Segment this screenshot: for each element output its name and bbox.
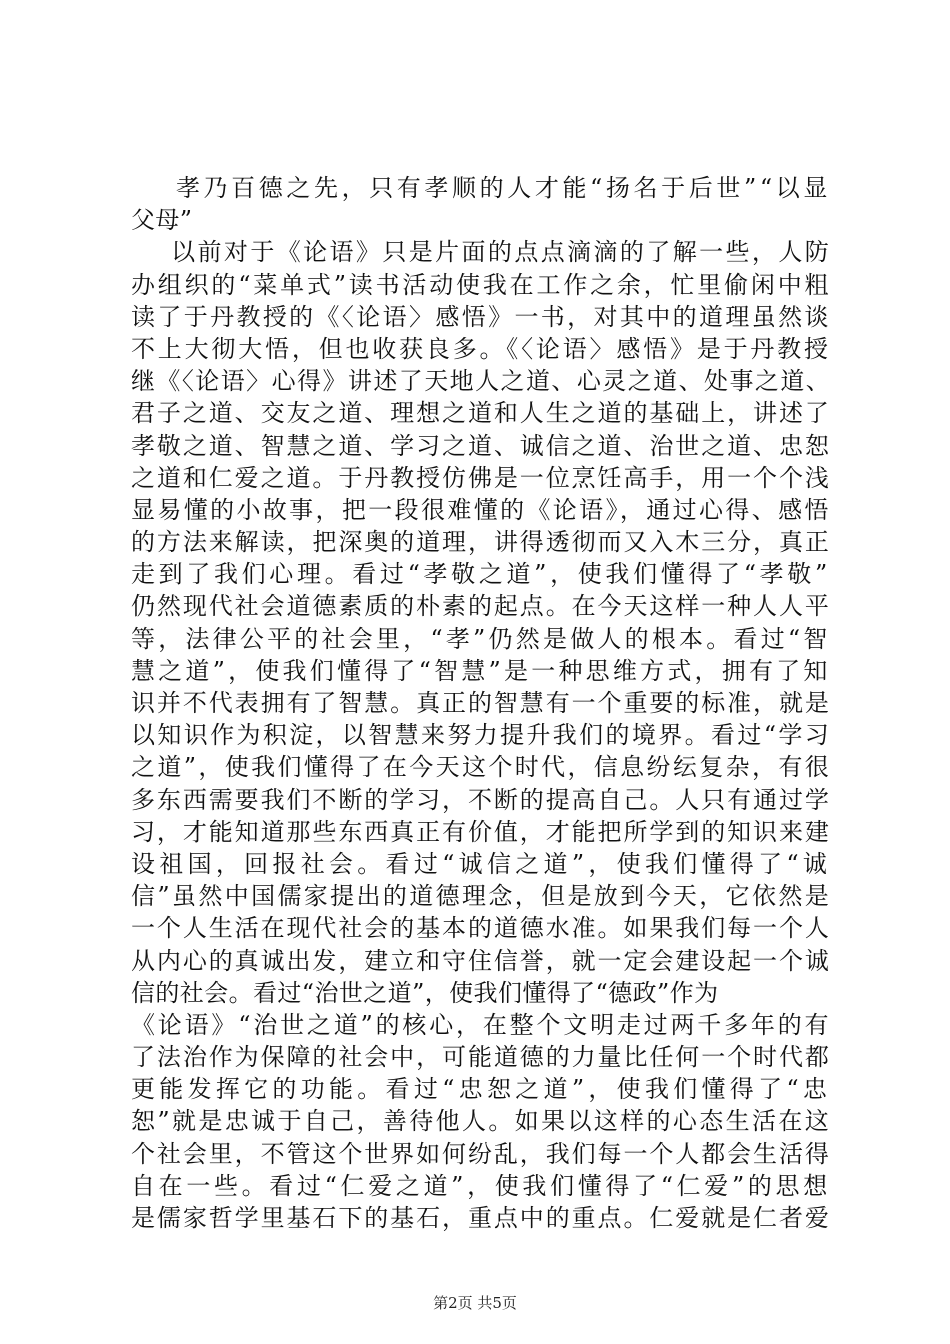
text-line: 一个人生活在现代社会的基本的道德水准。如果我们每一个人 (131, 914, 831, 943)
text-line: 习，才能知道那些东西真正有价值，才能把所学到的知识来建 (131, 817, 831, 846)
text-line: 的方法来解读，把深奥的道理，讲得透彻而又入木三分，真正 (131, 528, 831, 557)
text-line: 走到了我们心理。看过“孝敬之道”，使我们懂得了“孝敬” (131, 560, 831, 589)
text-line: 《论语》“治世之道”的核心，在整个文明走过两千多年的有 (131, 1010, 832, 1039)
text-line: 信”虽然中国儒家提出的道德理念，但是放到今天，它依然是 (131, 882, 832, 911)
text-line: 父母” (131, 206, 193, 235)
text-line: 慧之道”，使我们懂得了“智慧”是一种思维方式，拥有了知 (131, 656, 831, 685)
text-line: 仍然现代社会道德素质的朴素的起点。在今天这样一种人人平 (131, 592, 831, 621)
text-line: 不上大彻大悟，但也收获良多。《〈论语〉感悟》是于丹教授 (131, 334, 831, 363)
text-line: 君子之道、交友之道、理想之道和人生之道的基础上，讲述了 (131, 399, 831, 428)
text-line: 显易懂的小故事，把一段很难懂的《论语》，通过心得、感悟 (131, 495, 831, 524)
text-line: 识并不代表拥有了智慧。真正的智慧有一个重要的标准，就是 (131, 689, 831, 717)
text-line: 以知识作为积淀，以智慧来努力提升我们的境界。看过“学习 (131, 721, 832, 750)
text-line: 从内心的真诚出发，建立和守住信誉，就一定会建设起一个诚 (131, 946, 831, 975)
text-line: 孝乃百德之先，只有孝顺的人才能“扬名于后世”“以显 (131, 174, 831, 202)
text-line: 以前对于《论语》只是片面的点点滴滴的了解一些，人防 (131, 238, 832, 267)
text-line: 之道和仁爱之道。于丹教授仿佛是一位烹饪高手，用一个个浅 (131, 463, 831, 492)
text-line: 继《〈论语〉心得》讲述了天地人之道、心灵之道、处事之道、 (131, 367, 832, 396)
text-line: 自在一些。看过“仁爱之道”，使我们懂得了“仁爱”的思想 (131, 1171, 831, 1200)
text-line: 多东西需要我们不断的学习，不断的提高自己。人只有通过学 (131, 785, 831, 814)
text-line: 孝敬之道、智慧之道、学习之道、诚信之道、治世之道、忠恕 (131, 431, 831, 460)
page-footer: 第2页 共5页 (433, 1294, 517, 1312)
text-line: 读了于丹教授的《〈论语〉感悟》一书，对其中的道理虽然谈 (131, 302, 831, 331)
text-line: 设祖国，回报社会。看过“诚信之道”，使我们懂得了“诚 (131, 849, 832, 878)
body-text (131, 172, 831, 1234)
text-line: 等，法律公平的社会里，“孝”仍然是做人的根本。看过“智 (131, 624, 831, 653)
text-line: 更能发挥它的功能。看过“忠恕之道”，使我们懂得了“忠 (131, 1075, 832, 1104)
text-line: 是儒家哲学里基石下的基石，重点中的重点。仁爱就是仁者爱 (131, 1204, 831, 1232)
text-line: 个社会里，不管这个世界如何纷乱，我们每一个人都会生活得 (131, 1139, 831, 1168)
text-line: 了法治作为保障的社会中，可能道德的力量比任何一个时代都 (131, 1043, 831, 1072)
text-line: 之道”，使我们懂得了在今天这个时代，信息纷纭复杂，有很 (131, 753, 832, 782)
text-line: 恕”就是忠诚于自己，善待他人。如果以这样的心态生活在这 (131, 1107, 832, 1136)
text-line: 信的社会。看过“治世之道”，使我们懂得了“德政”作为 (131, 978, 719, 1007)
text-line: 办组织的“菜单式”读书活动使我在工作之余，忙里偷闲中粗 (131, 270, 832, 299)
